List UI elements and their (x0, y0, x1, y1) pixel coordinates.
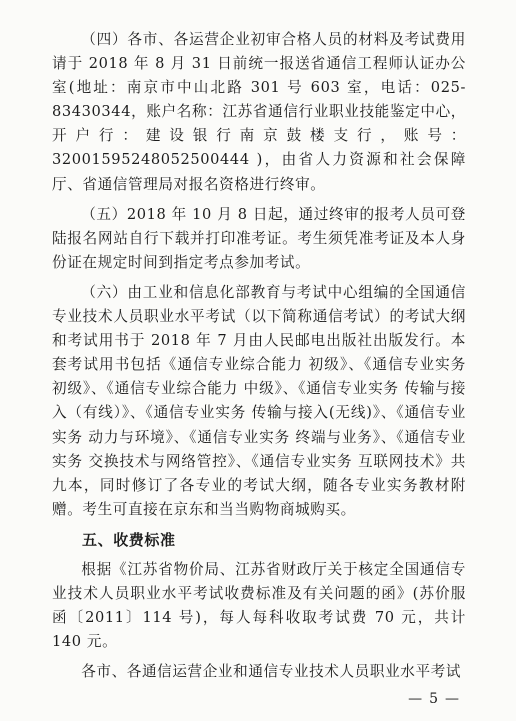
paragraph-submission: （四）各市、各运营企业初审合格人员的材料及考试费用请于 2018 年 8 月 31 日前统一报送省通信工程师认证办公室(地址：南京市中山北路 301 号 603 室，电话：025-83430344，账户名称：江苏省通信行业职业技能鉴定中心，开户行：建设银行南京鼓楼支行，账号：32001595248052500444 )，由省人力资源和社会保障厅、省通信管理局对报名资格进行终审。 (52, 31, 466, 193)
paragraph-continued: 各市、各通信运营企业和通信专业技术人员职业水平考试 (81, 663, 462, 681)
page-number (402, 691, 466, 707)
page-number-dash-left: — (408, 691, 424, 707)
section-heading-fees: 五、收费标准 (82, 530, 176, 549)
paragraph-admission-ticket: （五）2018 年 10 月 8 日起，通过终审的报考人员可登陆报名网站自行下载并打印准考证。考生须凭准考证及本人身份证在规定时间到指定考点参加考试。 (52, 205, 466, 271)
page-number-dash-right: — (445, 691, 460, 707)
paragraph-fee-standard: 根据《江苏省物价局、江苏省财政厅关于核定全国通信专业技术人员职业水平考试收费标准及有关问题的函》(苏价服函〔2011〕114 号)，每人每科收取考试费 70 元，共计 140 元。 (52, 560, 466, 651)
paragraph-exam-books: （六）由工业和信息化部教育与考试中心组编的全国通信专业技术人员职业水平考试（以下简称通信考试）的考试大纲和考试用书于 2018 年 7 月由人民邮电出版社出版发行。本套考试用书包括《通信专业综合能力 初级》、《通信专业实务 初级》、《通信专业综合能力 中级》、《通信专业实务 传输与接入（有线）》、《通信专业实务 传输与接入(无线)》、《通信专业实务 动力与环境》、《通信专业实务 终端与业务》、《通信专业实务 交换技术与网络管控》、《通信专业实务 互联网技术》共九本，同时修订了各专业的考试大纲，随各专业实务教材附赠。考生可直接在京东和当当购物商城购买。 (52, 283, 466, 518)
page-number-value: 5 (429, 691, 439, 707)
